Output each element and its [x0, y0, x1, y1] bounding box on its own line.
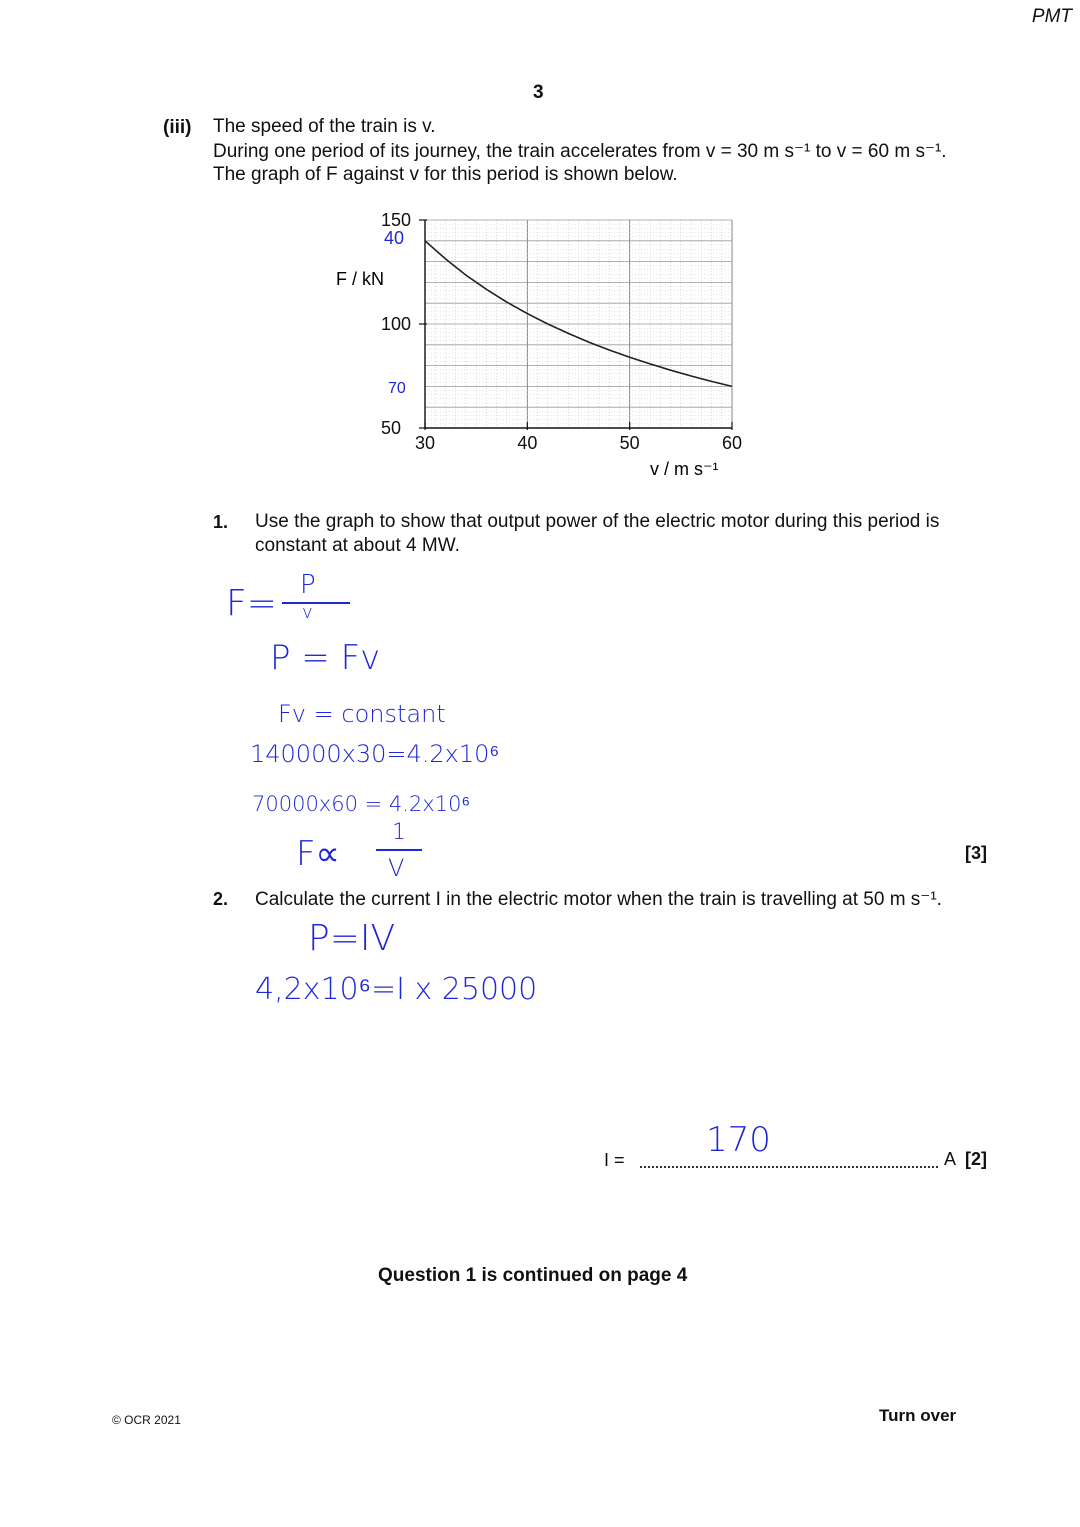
force-velocity-chart — [320, 200, 760, 485]
answer-prefix: I = — [604, 1150, 625, 1170]
page-number: 3 — [533, 82, 544, 103]
question-line-2: During one period of its journey, the train accelerates from v = 30 m s⁻¹ to v = 60 m s⁻¹. — [213, 141, 947, 162]
answer-dotted-line[interactable] — [640, 1166, 938, 1168]
chart-grid — [425, 220, 732, 428]
answer-unit: A — [944, 1149, 957, 1169]
turn-over: Turn over — [879, 1406, 957, 1425]
corner-label: PMT — [1031, 6, 1072, 27]
hw-fraction-v: v — [302, 602, 313, 623]
hw-f-proportional: F∝ — [296, 834, 340, 874]
part2-text: Calculate the current I in the electric motor when the train is travelling at 50 m s⁻¹. — [255, 889, 942, 910]
continued-note: Question 1 is continued on page 4 — [378, 1265, 688, 1286]
question-label: (iii) — [163, 117, 192, 138]
part1-text-line-1: Use the graph to show that output power of the electric motor during this period is — [255, 511, 940, 532]
hw-prop-bar — [376, 849, 422, 851]
question-line-1: The speed of the train is v. — [213, 116, 436, 137]
x-tick-label: 30 — [415, 433, 436, 453]
hw-fraction-bar — [282, 602, 350, 604]
hw-p-equals-fv: P = Fv — [270, 638, 381, 678]
part1-marks: [3] — [965, 843, 987, 863]
y-tick-label: 150 — [381, 210, 412, 230]
y-axis-label: F / kN — [336, 269, 384, 289]
part1-text-line-2: constant at about 4 MW. — [255, 535, 460, 556]
copyright: © OCR 2021 — [112, 1413, 181, 1427]
x-tick-label: 50 — [619, 433, 640, 453]
hw-calc-70000: 70000x60 = 4.2x10⁶ — [252, 792, 471, 816]
y-tick-label: 100 — [381, 314, 412, 334]
handwritten-70-note: 70 — [388, 380, 406, 397]
hw-current-calc: 4,2x10⁶=I x 25000 — [255, 972, 538, 1007]
hw-calc-140000: 140000x30=4.2x10⁶ — [250, 740, 500, 768]
x-tick-label: 40 — [517, 433, 538, 453]
hw-prop-den: V — [388, 854, 405, 882]
hw-prop-num: 1 — [392, 820, 406, 845]
hw-fraction-p: P — [300, 570, 316, 600]
x-axis-label: v / m s⁻¹ — [650, 459, 719, 479]
hw-f-equals: F= — [226, 583, 277, 624]
part1-number: 1. — [213, 512, 229, 532]
answer-value: 170 — [706, 1120, 771, 1160]
part2-number: 2. — [213, 889, 229, 909]
hw-fv-constant: Fv = constant — [278, 700, 446, 728]
y-tick-label: 50 — [381, 418, 402, 438]
hw-p-equals-iv: P=IV — [308, 918, 396, 959]
part2-marks: [2] — [965, 1149, 987, 1169]
handwritten-150-note: 40 — [384, 228, 405, 248]
x-tick-label: 60 — [722, 433, 743, 453]
question-line-3: The graph of F against v for this period is shown below. — [213, 164, 678, 185]
